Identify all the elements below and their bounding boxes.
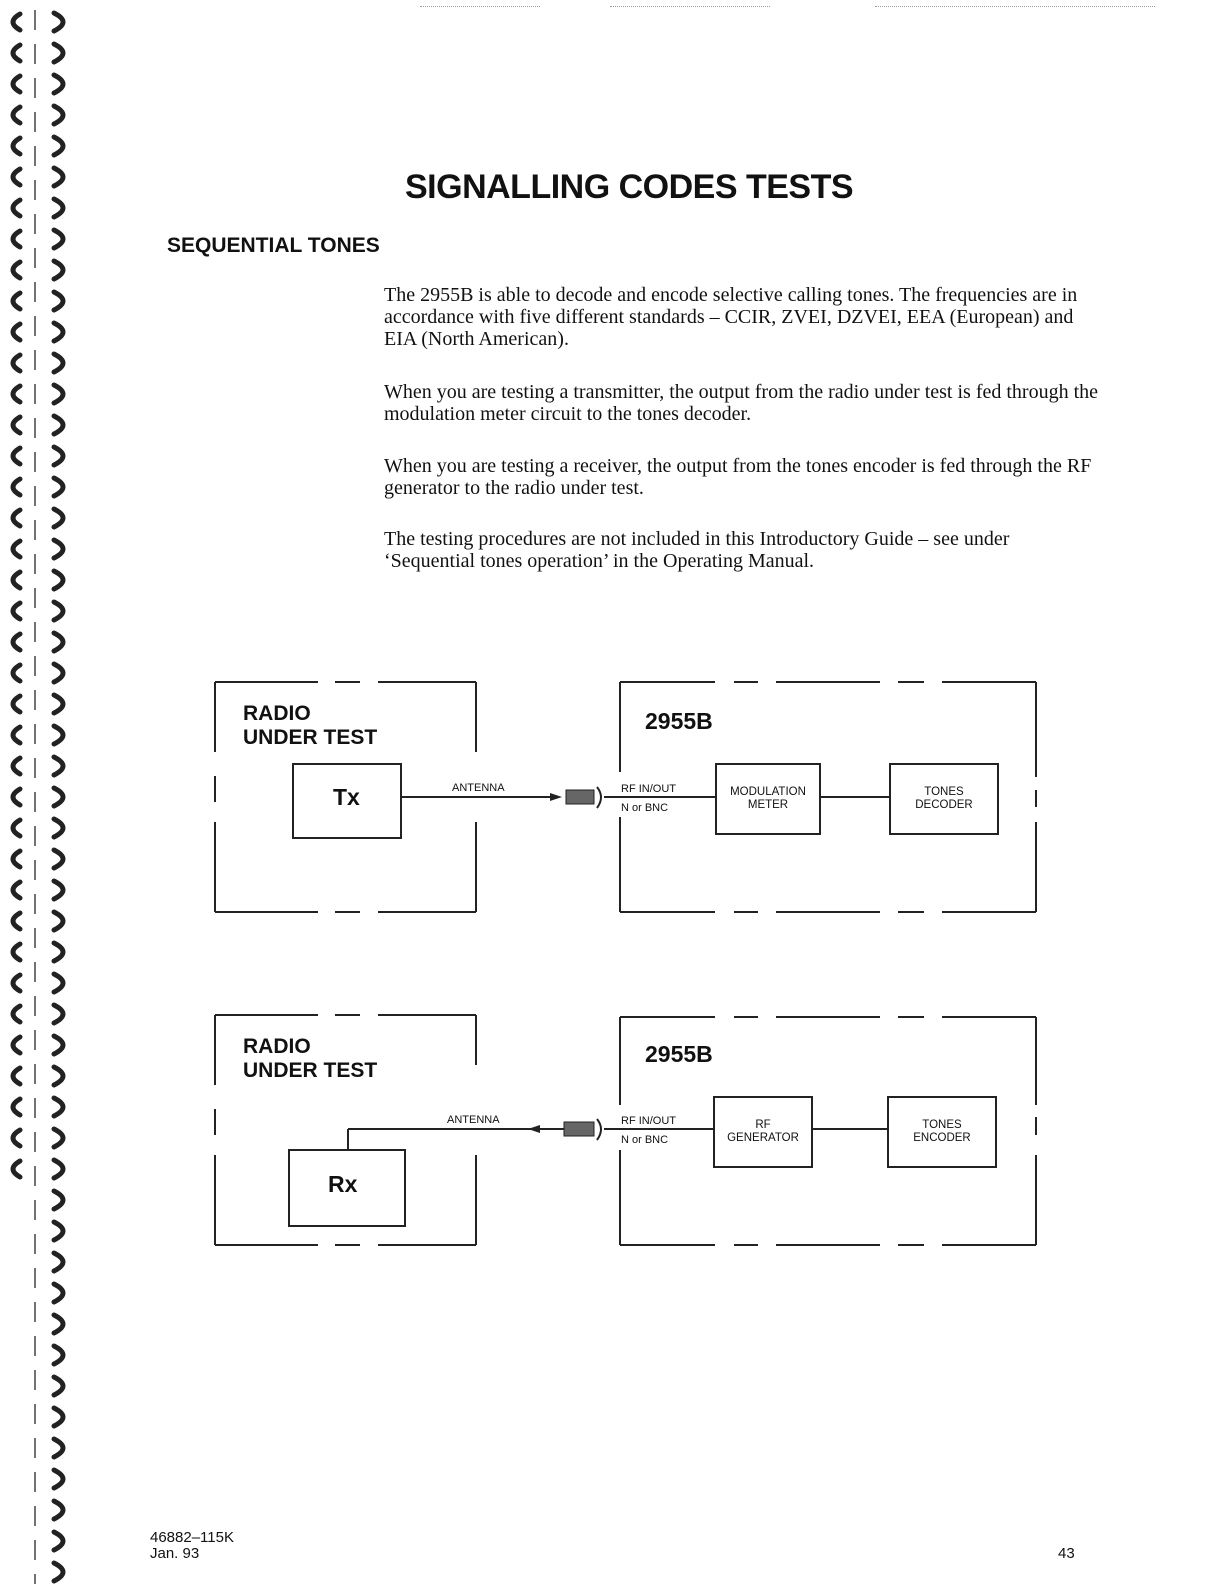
binding-ring-right — [54, 478, 63, 496]
instrument-label: 2955B — [645, 708, 713, 734]
binding-ring-right — [54, 1346, 63, 1364]
binding-ring-left — [13, 944, 20, 960]
radio-under-test-label — [243, 702, 377, 750]
binding-ring-left — [13, 138, 20, 154]
binding-ring-left — [13, 758, 20, 774]
rf-port-label: RF IN/OUT — [621, 783, 676, 795]
binding-ring-left — [13, 851, 20, 867]
radio-label-line-2: UNDER TEST — [243, 726, 378, 749]
antenna-label: ANTENNA — [452, 782, 505, 794]
binding-ring-right — [54, 602, 63, 620]
binding-ring-left — [13, 417, 20, 433]
footer-page-number: 43 — [1058, 1545, 1075, 1562]
binding-ring-right — [54, 757, 63, 775]
tones-decoder-block — [890, 764, 998, 834]
binding-ring-right — [54, 416, 63, 434]
antenna-label: ANTENNA — [447, 1114, 500, 1126]
binding-ring-right — [54, 385, 63, 403]
binding-ring-left — [13, 448, 20, 464]
binding-ring-right — [54, 168, 63, 186]
binding-ring-right — [54, 1377, 63, 1395]
binding-ring-left — [13, 572, 20, 588]
radio-under-test-label — [243, 1035, 377, 1083]
tones-encoder-block — [888, 1097, 996, 1167]
binding-ring-left — [13, 603, 20, 619]
binding-ring-left — [13, 479, 20, 495]
binding-ring-right — [54, 1315, 63, 1333]
binding-ring-right — [54, 726, 63, 744]
rx-device-label: Rx — [328, 1171, 358, 1197]
stage1-line-1: MODULATION — [730, 786, 806, 798]
binding-ring-left — [13, 727, 20, 743]
binding-ring-left — [13, 975, 20, 991]
radio-label-line-2: UNDER TEST — [243, 1059, 378, 1082]
binding-ring-right — [54, 912, 63, 930]
binding-ring-left — [13, 262, 20, 278]
binding-ring-right — [54, 1501, 63, 1519]
binding-ring-right — [54, 1005, 63, 1023]
binding-ring-left — [13, 76, 20, 92]
paragraph-intro: The 2955B is able to decode and encode selective calling tones. The frequencies are in accordance with five different standards – CCIR, ZVEI, DZVEI, EEA (European) and EIA (North American). — [384, 284, 1078, 350]
binding-ring-left — [13, 820, 20, 836]
radio-label-line-1: RADIO — [243, 702, 311, 725]
binding-ring-left — [13, 541, 20, 557]
rf-generator-block — [714, 1097, 812, 1167]
modulation-meter-block — [716, 764, 820, 834]
binding-ring-right — [54, 509, 63, 527]
rf-port-label: RF IN/OUT — [621, 1115, 676, 1127]
binding-ring-right — [54, 137, 63, 155]
binding-ring-right — [54, 323, 63, 341]
stage1-line-2: METER — [747, 799, 789, 811]
binding-ring-right — [54, 1408, 63, 1426]
binding-ring-right — [54, 1284, 63, 1302]
binding-ring-right — [54, 354, 63, 372]
binding-ring-left — [13, 789, 20, 805]
binding-ring-right — [54, 261, 63, 279]
binding-ring-right — [54, 1098, 63, 1116]
binding-ring-left — [13, 231, 20, 247]
binding-ring-right — [54, 1439, 63, 1457]
scan-top-rule — [610, 6, 770, 7]
binding-ring-right — [54, 230, 63, 248]
binding-ring-left — [13, 386, 20, 402]
binding-ring-left — [13, 293, 20, 309]
binding-ring-right — [54, 881, 63, 899]
binding-ring-right — [54, 943, 63, 961]
page-title: SIGNALLING CODES TESTS — [405, 168, 854, 206]
footer-doc-number: 46882–115K — [150, 1529, 234, 1546]
transmitter-test-diagram — [200, 672, 1060, 932]
binding-ring-right — [54, 788, 63, 806]
binding-ring-right — [54, 571, 63, 589]
binding-ring-right — [54, 199, 63, 217]
footer-date: Jan. 93 — [150, 1545, 200, 1562]
stage2-line-2: ENCODER — [913, 1132, 971, 1144]
binding-ring-left — [13, 1161, 20, 1177]
binding-ring-left — [13, 665, 20, 681]
binding-ring-right — [54, 664, 63, 682]
binding-ring-right — [54, 850, 63, 868]
binding-ring-right — [54, 633, 63, 651]
binding-ring-left — [13, 14, 20, 30]
binding-ring-right — [54, 974, 63, 992]
paragraph-transmitter: When you are testing a transmitter, the output from the radio under test is fed through the modulation meter circuit to the tones decoder. — [384, 381, 1099, 425]
binding-ring-right — [54, 13, 63, 31]
binding-ring-left — [13, 510, 20, 526]
stage2-line-2: DECODER — [915, 799, 973, 811]
binding-ring-right — [54, 1222, 63, 1240]
paragraph-procedures: The testing procedures are not included in this Introductory Guide – see under ‘Sequential tones operation’ in the Operating Manual. — [384, 528, 1010, 572]
binding-ring-right — [54, 1036, 63, 1054]
binding-ring-right — [54, 1129, 63, 1147]
binding-ring-right — [54, 292, 63, 310]
binding-ring-left — [13, 200, 20, 216]
binding-ring-right — [54, 1470, 63, 1488]
binding-ring-left — [13, 169, 20, 185]
rf-port-sublabel: N or BNC — [621, 802, 669, 814]
rf-port-sublabel: N or BNC — [621, 1134, 669, 1146]
scan-top-rule — [875, 6, 1155, 7]
binding-ring-left — [13, 696, 20, 712]
binding-ring-left — [13, 355, 20, 371]
binding-ring-left — [13, 45, 20, 61]
binding-ring-right — [54, 819, 63, 837]
stage1-line-2: GENERATOR — [727, 1132, 799, 1144]
binding-ring-right — [54, 1067, 63, 1085]
binding-ring-left — [13, 913, 20, 929]
scan-top-rule — [420, 6, 540, 7]
binding-ring-right — [54, 540, 63, 558]
stage1-line-1: RF — [755, 1119, 771, 1131]
paragraph-receiver: When you are testing a receiver, the output from the tones encoder is fed through the RF generator to the radio under test. — [384, 455, 1092, 499]
binding-ring-left — [13, 1130, 20, 1146]
binding-ring-left — [13, 634, 20, 650]
radio-label-line-1: RADIO — [243, 1035, 311, 1058]
binding-ring-right — [54, 1563, 63, 1581]
stage2-line-1: TONES — [924, 786, 964, 798]
binding-ring-left — [13, 107, 20, 123]
binding-ring-right — [54, 695, 63, 713]
binding-ring-left — [13, 1099, 20, 1115]
binding-ring-right — [54, 106, 63, 124]
binding-ring-right — [54, 1253, 63, 1271]
binding-ring-right — [54, 1160, 63, 1178]
tx-device-label: Tx — [333, 784, 360, 810]
binding-ring-right — [54, 1532, 63, 1550]
binding-ring-left — [13, 324, 20, 340]
binding-ring-right — [54, 75, 63, 93]
binding-ring-right — [54, 44, 63, 62]
binding-ring-right — [54, 1191, 63, 1209]
instrument-label: 2955B — [645, 1041, 713, 1067]
stage2-line-1: TONES — [922, 1119, 962, 1131]
binding-ring-left — [13, 1006, 20, 1022]
binding-ring-left — [13, 882, 20, 898]
section-heading: SEQUENTIAL TONES — [167, 234, 380, 257]
receiver-test-diagram — [200, 1005, 1060, 1265]
binding-ring-left — [13, 1037, 20, 1053]
binding-ring-left — [13, 1068, 20, 1084]
binding-ring-right — [54, 447, 63, 465]
spiral-binding — [0, 0, 90, 1584]
